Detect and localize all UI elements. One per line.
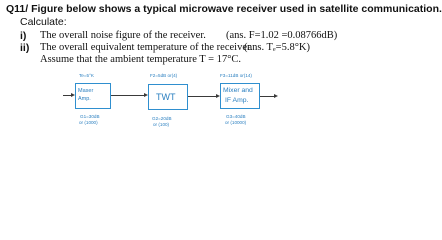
wire-2-to-3 [188,96,218,97]
block-1-gain-line-2: or (1000) [79,120,98,125]
item-ii-text: The overall equivalent temperature of the receiver. [40,42,253,53]
block-3-gain-line-2: or (10000) [225,120,247,125]
block-2-top-label: F2=5dB or(4) [150,73,178,78]
mixer-if-amp-block [220,83,260,109]
twt-block [148,84,188,110]
block-1-line-2: Amp. [78,96,91,102]
output-arrow [274,94,278,98]
calculate-label: Calculate: [20,16,67,28]
block-3-line-1: Mixer and [223,87,253,94]
item-ii-answer: (ans. Tₑ=5.8°K) [244,42,310,53]
block-1-gain-line-1: G1=30dB [80,114,100,119]
block-3-gain-line-1: G3=40dB [226,114,246,119]
block-2-gain-line-1: G2=20dB [152,116,172,121]
block-2-gain-line-2: or (100) [153,122,170,127]
assumption-text: Assume that the ambient temperature T = 17°C. [40,54,242,65]
receiver-block-diagram [0,0,350,133]
item-i-text: The overall noise figure of the receiver. [40,30,206,41]
block-3-line-2: IF Amp. [225,97,249,104]
block-1-line-1: Maser [78,88,94,94]
item-i-answer: (ans. F=1.02 =0.08766dB) [226,30,338,41]
question-title: Q11/ Figure below shows a typical microwave receiver used in satellite communication. [6,3,442,15]
maser-amp-block [75,83,111,109]
item-i-number: i) [20,30,27,42]
item-ii-number: ii) [20,42,30,54]
block-1-top-label: Te=5°K [79,73,94,78]
block-2-line-1: TWT [156,92,176,102]
wire-1-to-2 [111,95,146,96]
block-3-top-label: F3=11dB or(14) [220,73,252,78]
